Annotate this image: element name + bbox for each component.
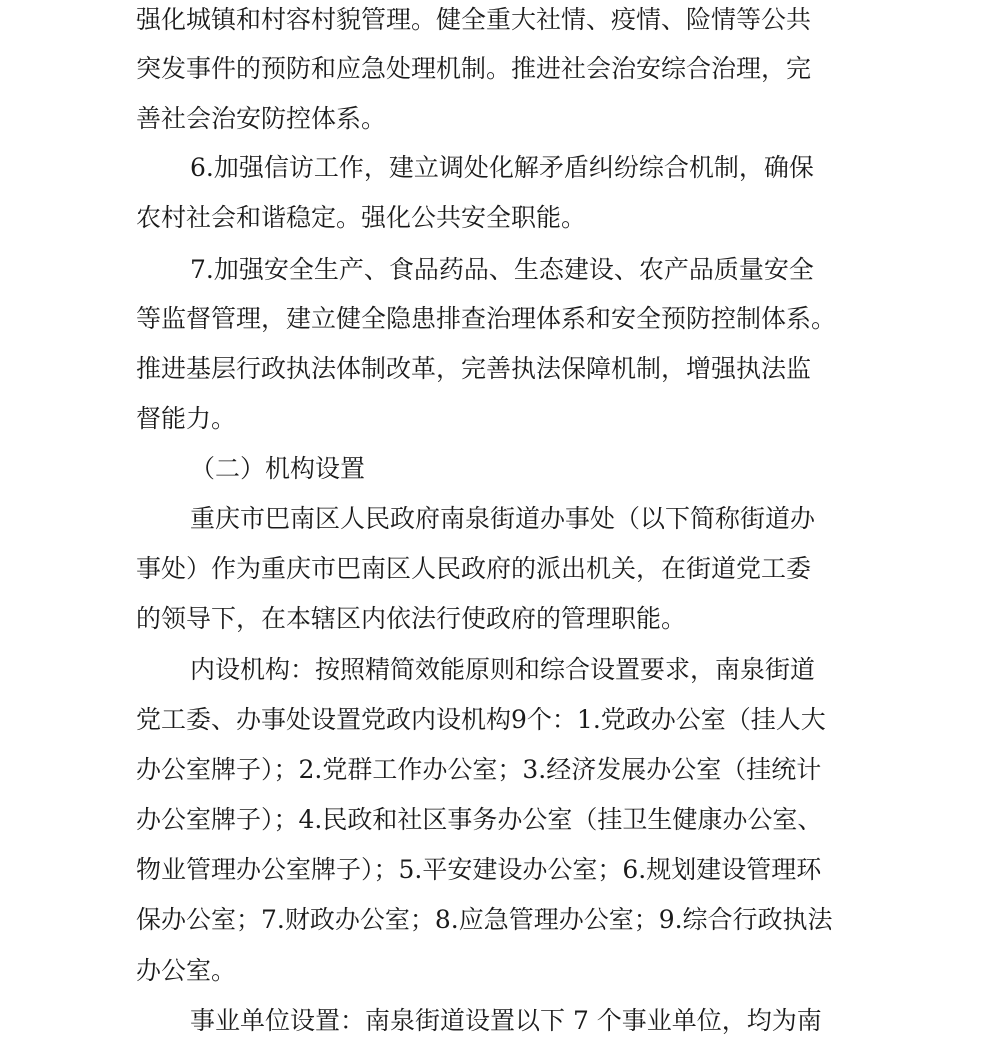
- paragraph-line: 办公室。: [136, 956, 237, 985]
- paragraph-line: 物业管理办公室牌子）；5.平安建设办公室；6.规划建设管理环: [136, 855, 822, 884]
- paragraph-line: 农村社会和谐稳定。强化公共安全职能。: [136, 203, 587, 232]
- paragraph-line: 等监督管理，建立健全隐患排查治理体系和安全预防控制体系。: [136, 304, 837, 333]
- section-heading: （二）机构设置: [190, 454, 366, 483]
- paragraph-line: 内设机构：按照精简效能原则和综合设置要求，南泉街道: [190, 655, 816, 684]
- paragraph-line: 善社会治安防控体系。: [136, 104, 387, 133]
- paragraph-line: 推进基层行政执法体制改革，完善执法保障机制，增强执法监: [136, 354, 812, 383]
- paragraph-line: 党工委、办事处设置党政内设机构9个：1.党政办公室（挂人大: [136, 705, 826, 734]
- paragraph-line: 办公室牌子）；4.民政和社区事务办公室（挂卫生健康办公室、: [136, 805, 823, 834]
- paragraph-line: 督能力。: [136, 404, 237, 433]
- paragraph-line: 重庆市巴南区人民政府南泉街道办事处（以下简称街道办: [190, 504, 816, 533]
- paragraph-line: 强化城镇和村容村貌管理。健全重大社情、疫情、险情等公共: [136, 5, 812, 34]
- paragraph-line: 的领导下，在本辖区内依法行使政府的管理职能。: [136, 604, 687, 633]
- paragraph-line: 事处）作为重庆市巴南区人民政府的派出机关，在街道党工委: [136, 554, 812, 583]
- list-item-6: 6.加强信访工作，建立调处化解矛盾纠纷综合机制，确保: [190, 153, 814, 182]
- paragraph-line: 突发事件的预防和应急处理机制。推进社会治安综合治理，完: [136, 54, 812, 83]
- paragraph-line: 保办公室；7.财政办公室；8.应急管理办公室；9.综合行政执法: [136, 905, 833, 934]
- paragraph-line: 办公室牌子）；2.党群工作办公室；3.经济发展办公室（挂统计: [136, 755, 822, 784]
- paragraph-line: 事业单位设置：南泉街道设置以下 7 个事业单位，均为南: [190, 1006, 822, 1035]
- list-item-7: 7.加强安全生产、食品药品、生态建设、农产品质量安全: [190, 255, 814, 284]
